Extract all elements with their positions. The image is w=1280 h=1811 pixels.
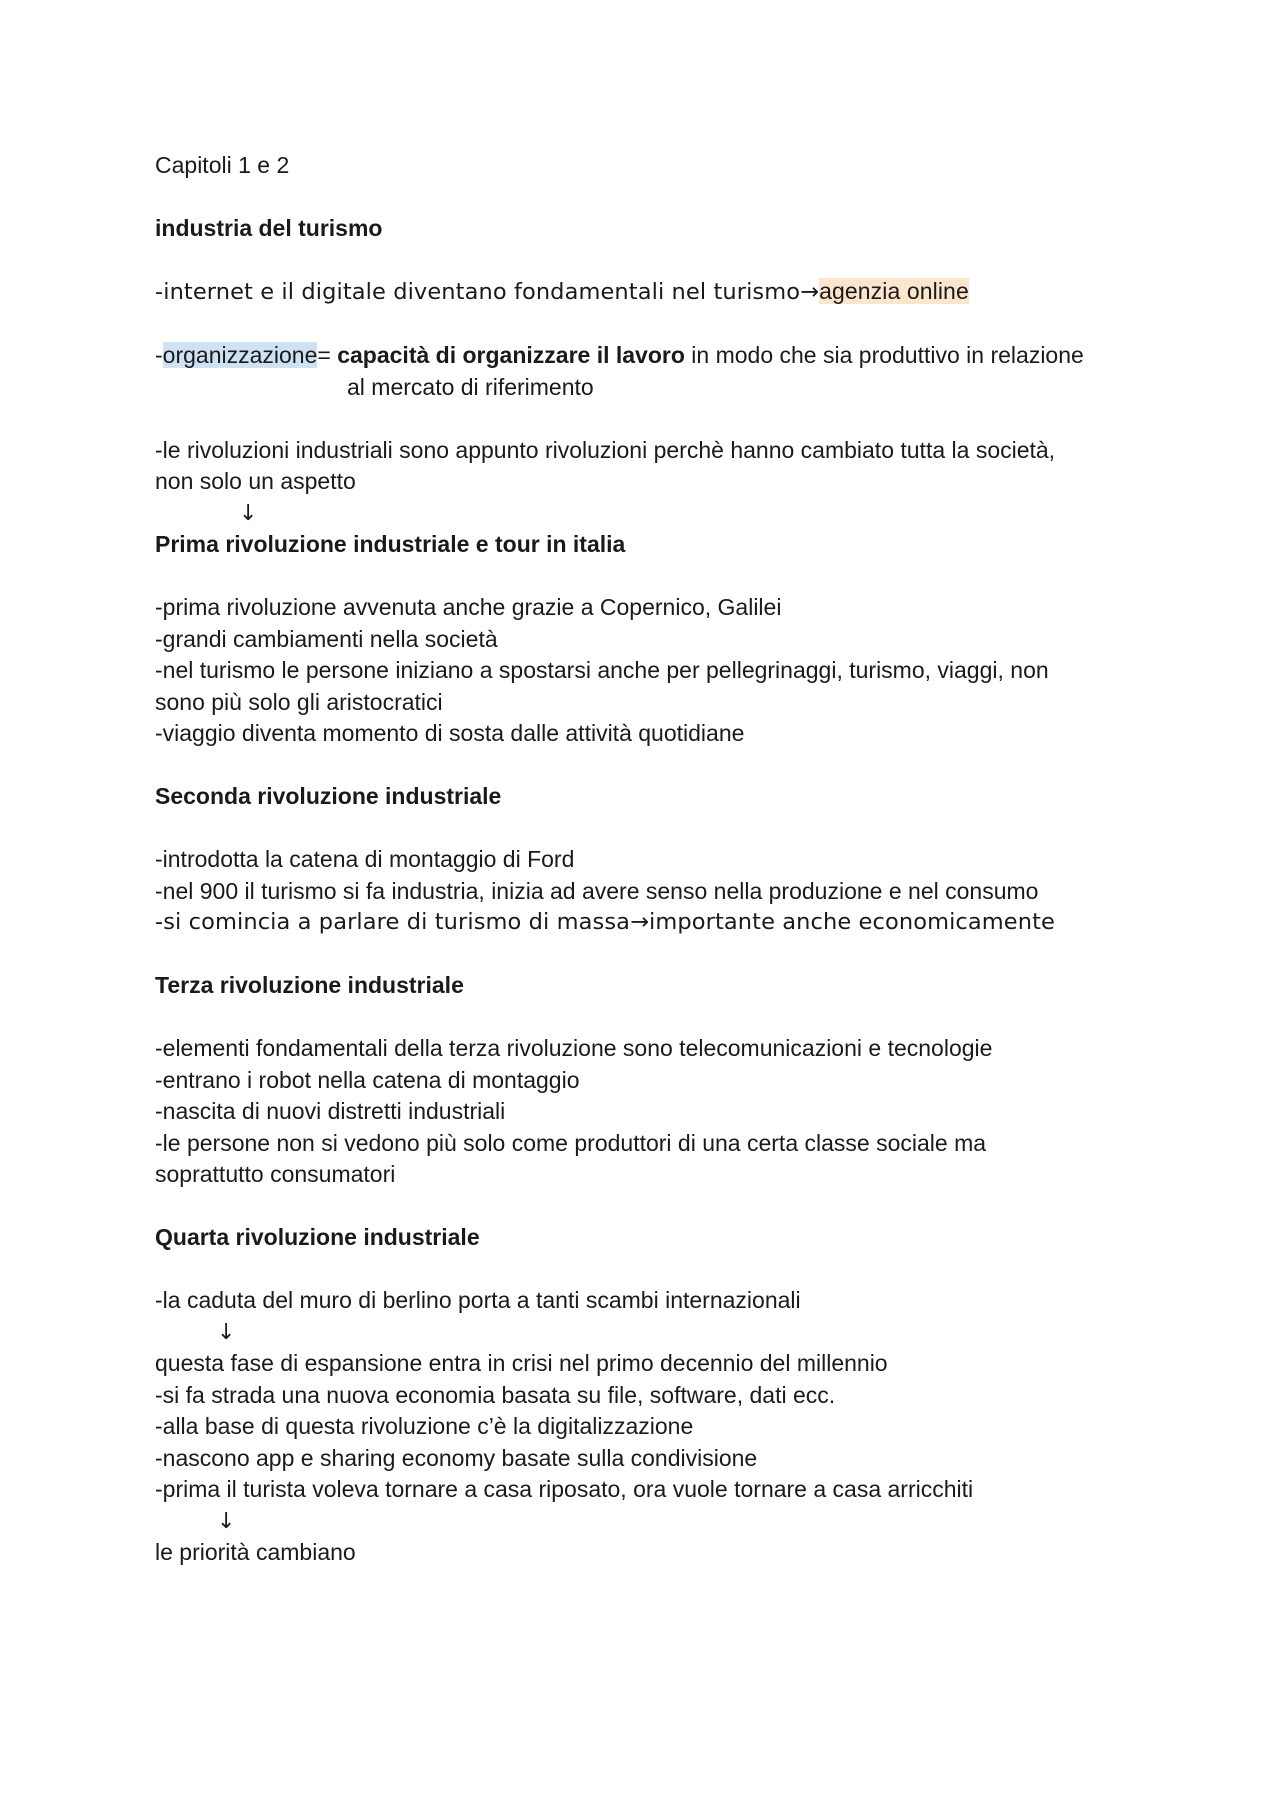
revolutions-line-1: -le rivoluzioni industriali sono appunto rivoluzioni perchè hanno cambiato tutta la società,: [155, 436, 1056, 463]
highlight-agenzia-online: agenzia online: [819, 278, 969, 304]
spacer: [155, 813, 1155, 845]
fourth-line-1: -la caduta del muro di berlino porta a tanti scambi internazionali: [155, 1287, 801, 1313]
fourth-line-2: questa fase di espansione entra in crisi nel primo decennio del millennio: [155, 1350, 888, 1376]
first-line-2: -grandi cambiamenti nella società: [155, 625, 498, 652]
second-line-3: [155, 907, 1155, 939]
third-line-4: -le persone non si vedono più solo come produttori di una certa classe sociale ma: [155, 1129, 987, 1156]
org-definition-continuation: al mercato di riferimento: [347, 373, 594, 400]
section-heading-fourth: Quarta rivoluzione industriale: [155, 1224, 480, 1250]
fourth-line-4: -alla base di questa rivoluzione c’è la digitalizzazione: [155, 1413, 694, 1439]
spacer: [155, 309, 1155, 341]
arrow-right-icon: →: [630, 909, 650, 935]
section-heading-intro: industria del turismo: [155, 215, 383, 241]
document-header: Capitoli 1 e 2: [155, 152, 290, 178]
spacer: [155, 245, 1155, 277]
fourth-line-6: -prima il turista voleva tornare a casa riposato, ora vuole tornare a casa arricchiti: [155, 1476, 974, 1502]
first-line-5: -viaggio diventa momento di sosta dalle attività quotidiane: [155, 720, 745, 746]
arrow-right-icon: →: [800, 279, 820, 305]
spacer: [155, 1002, 1155, 1034]
internet-line: [155, 276, 1155, 309]
arrow-down-icon: ↓: [239, 500, 258, 526]
first-line-1: -prima rivoluzione avvenuta anche grazie a Copernico, Galilei: [155, 594, 782, 620]
internet-text: -internet e il digitale diventano fondamentali nel turismo: [155, 279, 801, 305]
spacer: [155, 561, 1155, 593]
arrow-down-icon: ↓: [217, 1508, 236, 1534]
third-line-3: -nascita di nuovi distretti industriali: [155, 1098, 506, 1124]
spacer: [155, 1254, 1155, 1286]
document-body: [155, 150, 1155, 1569]
revolutions-line-2: non solo un aspetto: [155, 468, 356, 494]
arrow-down-icon: ↓: [217, 1319, 236, 1345]
spacer: [155, 403, 1155, 435]
org-prefix: -: [155, 342, 163, 368]
spacer: [155, 1191, 1155, 1223]
org-definition-rest: in modo che sia produttivo in relazione: [684, 342, 1084, 368]
second-line-2: -nel 900 il turismo si fa industria, inizia ad avere senso nella produzione e nel consumo: [155, 877, 1039, 904]
fourth-line-7: le priorità cambiano: [155, 1539, 356, 1565]
org-equals: =: [317, 342, 338, 368]
spacer: [155, 750, 1155, 782]
third-line-2: -entrano i robot nella catena di montaggio: [155, 1066, 580, 1093]
fourth-line-5: -nascono app e sharing economy basate sulla condivisione: [155, 1444, 758, 1471]
spacer: [155, 182, 1155, 214]
third-line-5: soprattutto consumatori: [155, 1161, 396, 1187]
fourth-line-3: -si fa strada una nuova economia basata su file, software, dati ecc.: [155, 1381, 836, 1408]
first-line-3: -nel turismo le persone iniziano a spostarsi anche per pellegrinaggi, turismo, viaggi, non: [155, 657, 1049, 683]
first-line-4: sono più solo gli aristocratici: [155, 688, 443, 715]
spacer: [155, 939, 1155, 971]
highlight-organizzazione: organizzazione: [162, 342, 318, 368]
third-line-1: -elementi fondamentali della terza rivoluzione sono telecomunicazioni e tecnologie: [155, 1035, 993, 1061]
section-heading-second: Seconda rivoluzione industriale: [155, 783, 502, 809]
second-line-3a: -si comincia a parlare di turismo di massa: [155, 909, 631, 935]
section-heading-first: Prima rivoluzione industriale e tour in italia: [155, 531, 626, 557]
organizzazione-definition: [155, 340, 1155, 372]
second-line-1: -introdotta la catena di montaggio di Ford: [155, 846, 575, 872]
second-line-3b: importante anche economicamente: [649, 909, 1055, 935]
section-heading-third: Terza rivoluzione industriale: [155, 972, 464, 998]
org-definition-bold: capacità di organizzare il lavoro: [337, 342, 685, 368]
